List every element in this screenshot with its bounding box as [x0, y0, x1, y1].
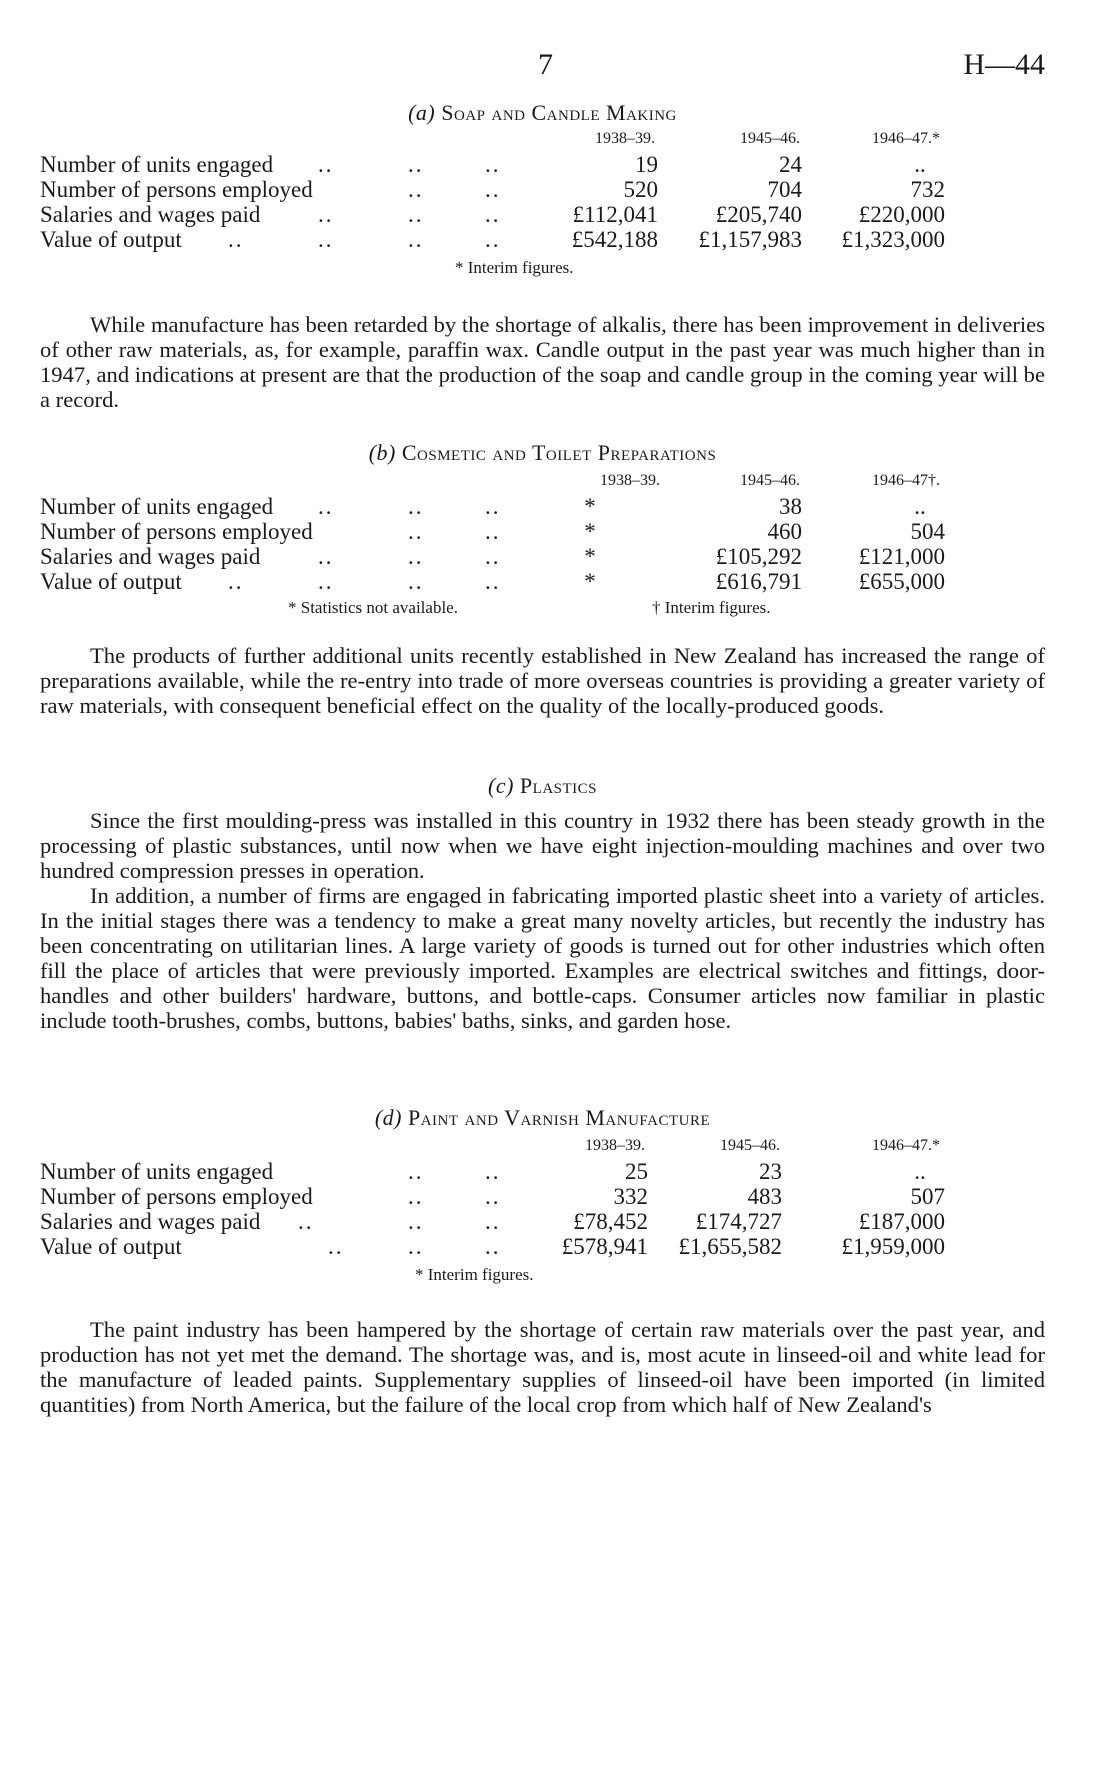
- leader-dots: ..: [485, 1184, 501, 1209]
- section-b-label: (b): [368, 440, 396, 465]
- table-cell: £112,041: [572, 202, 658, 227]
- leader-dots: ..: [408, 202, 424, 227]
- section-a-label: (a): [408, 100, 436, 125]
- table-cell: £105,292: [715, 544, 802, 569]
- table-cell: 25: [625, 1159, 648, 1184]
- section-d-title: [40, 1105, 1045, 1131]
- table-row: [40, 177, 1045, 202]
- table-cell: 507: [910, 1184, 945, 1209]
- column-header: 1945–46.: [740, 130, 800, 147]
- leader-dots: ..: [485, 1159, 501, 1184]
- section-a-heading: Soap and Candle Making: [441, 100, 677, 125]
- table-cell: 704: [767, 177, 802, 202]
- row-label: Number of units engaged: [40, 152, 274, 177]
- section-b-footnote-2: † Interim figures.: [652, 598, 771, 617]
- row-label: Number of units engaged: [40, 494, 274, 519]
- leader-dots: ..: [408, 227, 424, 252]
- table-header: [40, 470, 1045, 494]
- row-label: Value of output: [40, 227, 182, 252]
- section-d-paragraph: The paint industry has been hampered by the shortage of certain raw materials over the past year, and production has not yet met the demand. The shortage was, and is, most acute in linseed-oil and white lead for the manufacture of leaded paints. Supplementary supplies of linseed-oil have been imported (in limited quantities) from North America, but the failure of the local crop from which half of New Zealand's: [40, 1317, 1045, 1417]
- leader-dots: ..: [408, 1209, 424, 1234]
- table-cell: £174,727: [695, 1209, 782, 1234]
- leader-dots: ..: [408, 1184, 424, 1209]
- table-row: [40, 519, 1045, 544]
- table-cell: £205,740: [715, 202, 802, 227]
- section-b-footnote-1: * Statistics not available.: [288, 598, 458, 617]
- section-a-footnote: * Interim figures.: [455, 258, 574, 277]
- section-a-paragraph: While manufacture has been retarded by the shortage of alkalis, there has been improvement in deliveries of other raw materials, as, for example, paraffin wax. Candle output in the past year was much higher than in 1947, and indications at present are that the production of the soap and candle group in the coming year will be a record.: [40, 312, 1045, 412]
- table-cell: £1,323,000: [841, 227, 945, 252]
- table-cell: £78,452: [573, 1209, 648, 1234]
- table-row: [40, 1159, 1045, 1184]
- table-cell: 520: [623, 177, 658, 202]
- table-row: [40, 1234, 1045, 1259]
- leader-dots: ..: [318, 152, 334, 177]
- section-b-heading: Cosmetic and Toilet Preparations: [401, 440, 717, 465]
- section-b-table: [40, 470, 1045, 594]
- leader-dots: ..: [485, 569, 501, 594]
- table-cell: £616,791: [715, 569, 802, 594]
- row-label: Number of units engaged: [40, 1159, 274, 1184]
- table-cell: 24: [779, 152, 802, 177]
- table-cell: *: [584, 494, 596, 519]
- table-cell: 504: [910, 519, 945, 544]
- table-row: [40, 1209, 1045, 1234]
- table-row: [40, 227, 1045, 252]
- row-label: Number of persons employed: [40, 519, 313, 544]
- column-header: 1945–46.: [720, 1137, 780, 1154]
- row-label: Salaries and wages paid: [40, 202, 261, 227]
- row-label: Salaries and wages paid: [40, 1209, 261, 1234]
- column-header: 1938–39.: [595, 130, 655, 147]
- leader-dots: ..: [318, 494, 334, 519]
- table-cell: 483: [747, 1184, 782, 1209]
- table-header: [40, 128, 1045, 152]
- leader-dots: ..: [408, 494, 424, 519]
- leader-dots: ..: [408, 569, 424, 594]
- table-cell: £655,000: [858, 569, 945, 594]
- leader-dots: ..: [485, 152, 501, 177]
- leader-dots: ..: [318, 202, 334, 227]
- table-row: [40, 152, 1045, 177]
- table-cell: £542,188: [571, 227, 658, 252]
- table-cell: *: [584, 544, 596, 569]
- section-b-title: [40, 440, 1045, 466]
- table-cell: 732: [910, 177, 945, 202]
- table-cell: ..: [914, 1159, 926, 1184]
- section-c-heading: Plastics: [519, 773, 597, 798]
- table-cell: *: [584, 519, 596, 544]
- leader-dots: ..: [408, 177, 424, 202]
- leader-dots: ..: [228, 227, 244, 252]
- leader-dots: ..: [485, 202, 501, 227]
- leader-dots: ..: [408, 544, 424, 569]
- section-d-table: [40, 1135, 1045, 1259]
- leader-dots: ..: [318, 544, 334, 569]
- table-cell: 460: [767, 519, 802, 544]
- table-cell: 332: [613, 1184, 648, 1209]
- leader-dots: ..: [485, 494, 501, 519]
- row-label: Value of output: [40, 569, 182, 594]
- column-header: 1938–39.: [600, 472, 660, 489]
- table-cell: £1,157,983: [698, 227, 802, 252]
- table-row: [40, 202, 1045, 227]
- row-label: Value of output: [40, 1234, 182, 1259]
- row-label: Number of persons employed: [40, 177, 313, 202]
- leader-dots: ..: [485, 1234, 501, 1259]
- table-cell: 23: [759, 1159, 782, 1184]
- table-row: [40, 1184, 1045, 1209]
- leader-dots: ..: [318, 569, 334, 594]
- leader-dots: ..: [228, 569, 244, 594]
- table-row: [40, 494, 1045, 519]
- table-cell: £1,959,000: [841, 1234, 945, 1259]
- table-cell: ..: [914, 494, 926, 519]
- leader-dots: ..: [485, 227, 501, 252]
- column-header: 1946–47.*: [872, 1137, 940, 1154]
- column-header: 1946–47.*: [872, 130, 940, 147]
- section-a-table: [40, 128, 1045, 252]
- page-number: 7: [538, 48, 553, 81]
- table-cell: *: [584, 569, 596, 594]
- section-c-paragraph-2: In addition, a number of firms are engaged in fabricating imported plastic sheet into a variety of articles. In the initial stages there was a tendency to make a great many novelty articles, but recently the industry has been concentrating on utilitarian lines. A large variety of goods is turned out for other industries which often fill the place of articles that were previously imported. Examples are electrical switches and fittings, door-handles and other builders' hardware, buttons, and bottle-caps. Consumer articles now familiar in plastic include tooth-brushes, combs, buttons, babies' baths, sinks, and garden hose.: [40, 883, 1045, 1033]
- table-cell: £121,000: [858, 544, 945, 569]
- section-c-label: (c): [488, 773, 514, 798]
- table-cell: £187,000: [858, 1209, 945, 1234]
- leader-dots: ..: [485, 544, 501, 569]
- document-code: H—44: [963, 48, 1045, 81]
- leader-dots: ..: [298, 1209, 314, 1234]
- row-label: Number of persons employed: [40, 1184, 313, 1209]
- section-a-title: [40, 100, 1045, 126]
- table-cell: £1,655,582: [678, 1234, 782, 1259]
- leader-dots: ..: [485, 177, 501, 202]
- table-row: [40, 569, 1045, 594]
- leader-dots: ..: [408, 152, 424, 177]
- section-c-paragraph-1: Since the first moulding-press was installed in this country in 1932 there has been steady growth in the processing of plastic substances, until now when we have eight injection-moulding machines and over two hundred compression presses in operation.: [40, 808, 1045, 883]
- leader-dots: ..: [485, 519, 501, 544]
- leader-dots: ..: [485, 1209, 501, 1234]
- section-d-label: (d): [374, 1105, 402, 1130]
- page-header: [40, 48, 1045, 88]
- table-cell: 19: [635, 152, 658, 177]
- leader-dots: ..: [408, 519, 424, 544]
- leader-dots: ..: [328, 1234, 344, 1259]
- column-header: 1945–46.: [740, 472, 800, 489]
- row-label: Salaries and wages paid: [40, 544, 261, 569]
- column-header: 1946–47†.: [872, 472, 940, 489]
- leader-dots: ..: [318, 227, 334, 252]
- section-d-heading: Paint and Varnish Manufacture: [407, 1105, 711, 1130]
- table-cell: ..: [914, 152, 926, 177]
- table-cell: £220,000: [858, 202, 945, 227]
- leader-dots: ..: [408, 1159, 424, 1184]
- table-header: [40, 1135, 1045, 1159]
- section-b-paragraph: The products of further additional units recently established in New Zealand has increased the range of preparations available, while the re-entry into trade of more overseas countries is providing a greater variety of raw materials, with consequent beneficial effect on the quality of the locally-produced goods.: [40, 643, 1045, 718]
- column-header: 1938–39.: [585, 1137, 645, 1154]
- table-row: [40, 544, 1045, 569]
- leader-dots: ..: [408, 1234, 424, 1259]
- section-c-title: [40, 773, 1045, 799]
- table-cell: 38: [779, 494, 802, 519]
- section-d-footnote: * Interim figures.: [415, 1265, 534, 1284]
- table-cell: £578,941: [561, 1234, 648, 1259]
